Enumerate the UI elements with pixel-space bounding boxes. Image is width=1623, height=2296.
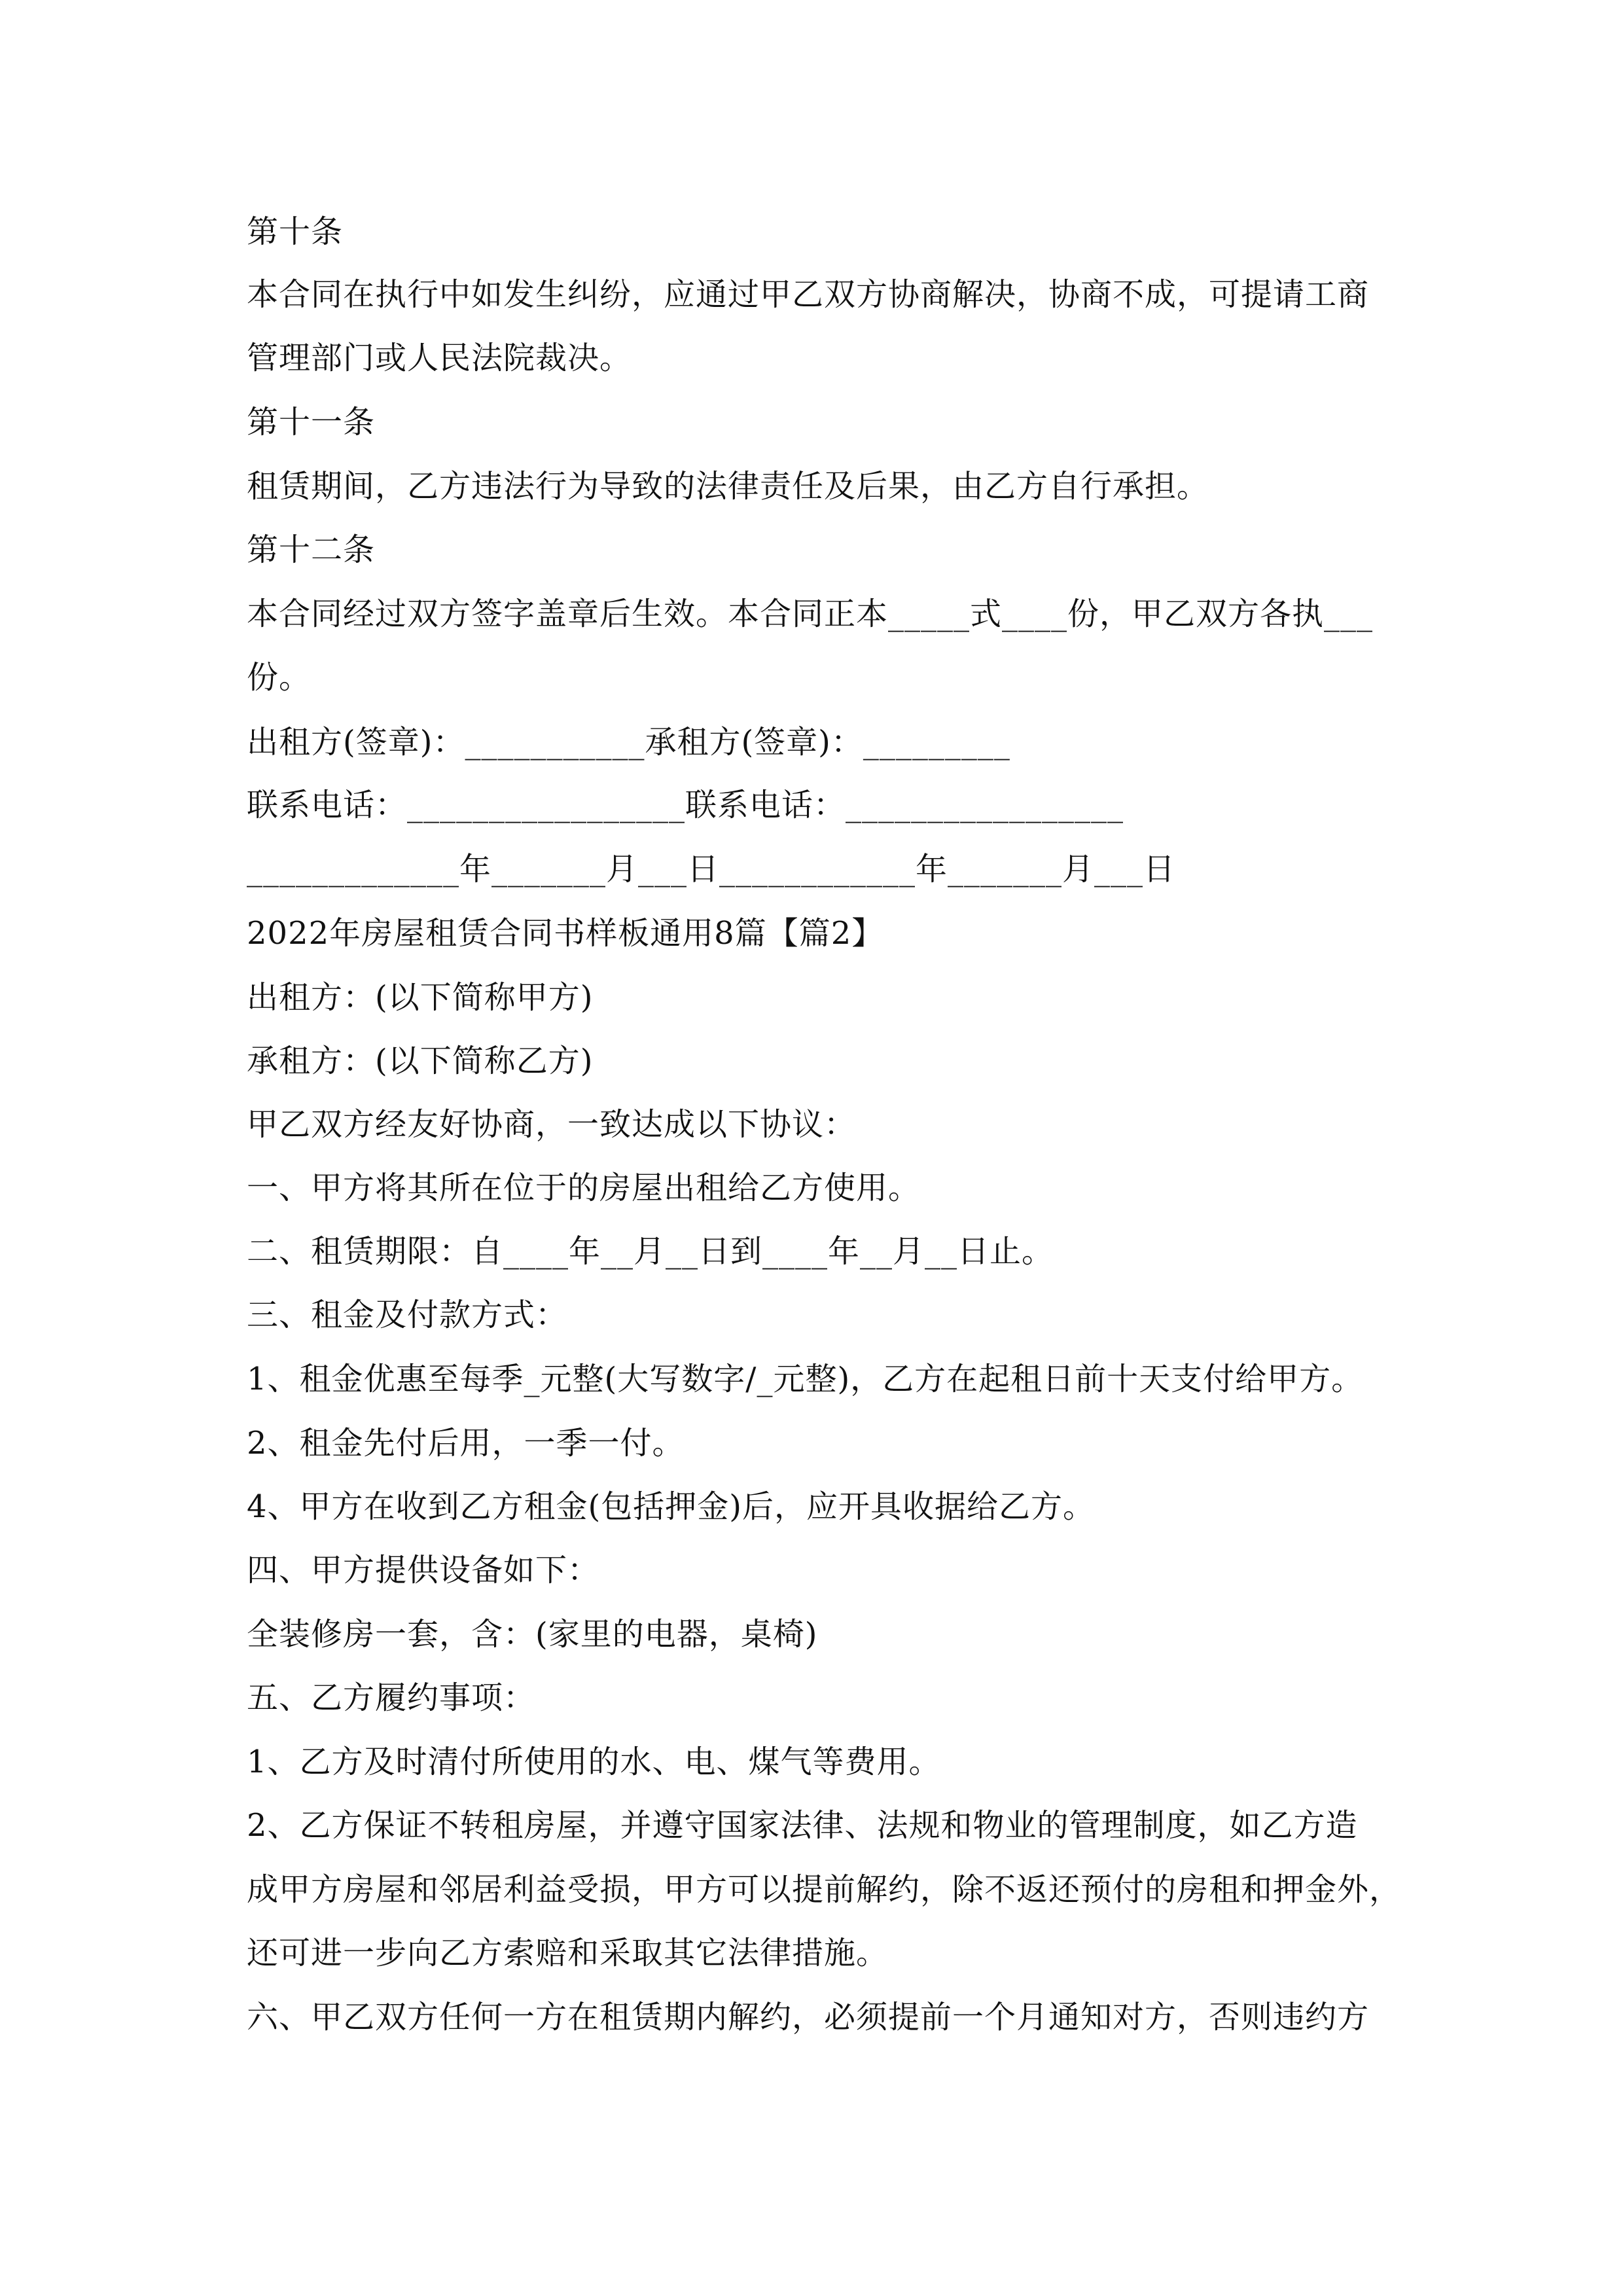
clause-10-heading: 第十条	[247, 213, 344, 250]
clause-11-heading: 第十一条	[247, 404, 376, 440]
item-5-point-2-line-2: 成甲方房屋和邻居利益受损，甲方可以提前解约，除不返还预付的房租和押金外，	[247, 1871, 1402, 1908]
item-3-point-2: 2、租金先付后用，一季一付。	[247, 1425, 685, 1462]
item-2-term: 二、租赁期限：自____年__月__日到____年__月__日止。	[247, 1233, 1054, 1270]
item-4-detail: 全装修房一套，含：(家里的电器，桌椅)	[247, 1616, 818, 1653]
lessor-line: 出租方：(以下简称甲方)	[247, 979, 594, 1016]
item-3-point-1: 1、租金优惠至每季_元整(大写数字/_元整)，乙方在起租日前十天支付给甲方。	[247, 1361, 1364, 1397]
section-title: 2022年房屋租赁合同书样板通用8篇【篇2】	[247, 915, 884, 952]
item-5-heading: 五、乙方履约事项：	[247, 1679, 536, 1716]
item-5-point-1: 1、乙方及时清付所使用的水、电、煤气等费用。	[247, 1744, 941, 1780]
item-3-heading: 三、租金及付款方式：	[247, 1297, 568, 1333]
agreement-intro: 甲乙双方经友好协商，一致达成以下协议：	[247, 1106, 857, 1143]
clause-12-text-line-2: 份。	[247, 659, 312, 696]
item-5-point-2-line-1: 2、乙方保证不转租房屋，并遵守国家法律、法规和物业的管理制度，如乙方造	[247, 1807, 1358, 1844]
item-3-point-4: 4、甲方在收到乙方租金(包括押金)后，应开具收据给乙方。	[247, 1488, 1095, 1525]
lessee-line: 承租方：(以下简称乙方)	[247, 1043, 594, 1079]
item-1: 一、甲方将其所在位于的房屋出租给乙方使用。	[247, 1170, 921, 1206]
clause-12-heading: 第十二条	[247, 531, 376, 568]
contact-phone-line: 联系电话：_________________联系电话：_________________	[247, 787, 1124, 823]
clause-11-text: 租赁期间，乙方违法行为导致的法律责任及后果，由乙方自行承担。	[247, 468, 1209, 505]
item-5-point-2-line-3: 还可进一步向乙方索赔和采取其它法律措施。	[247, 1935, 889, 1971]
clause-12-text-line-1: 本合同经过双方签字盖章后生效。本合同正本_____式____份，甲乙双方各执___	[247, 596, 1374, 632]
item-4-heading: 四、甲方提供设备如下：	[247, 1552, 600, 1588]
date-line: _____________年_______月___日____________年_______月___日	[247, 851, 1176, 888]
clause-10-text-line-2: 管理部门或人民法院裁决。	[247, 340, 632, 376]
clause-10-text-line-1: 本合同在执行中如发生纠纷，应通过甲乙双方协商解决，协商不成，可提请工商	[247, 276, 1370, 313]
item-6-line-1: 六、甲乙双方任何一方在租赁期内解约，必须提前一个月通知对方，否则违约方	[247, 1999, 1370, 2036]
signature-line: 出租方(签章)：___________承租方(签章)：_________	[247, 724, 1010, 761]
